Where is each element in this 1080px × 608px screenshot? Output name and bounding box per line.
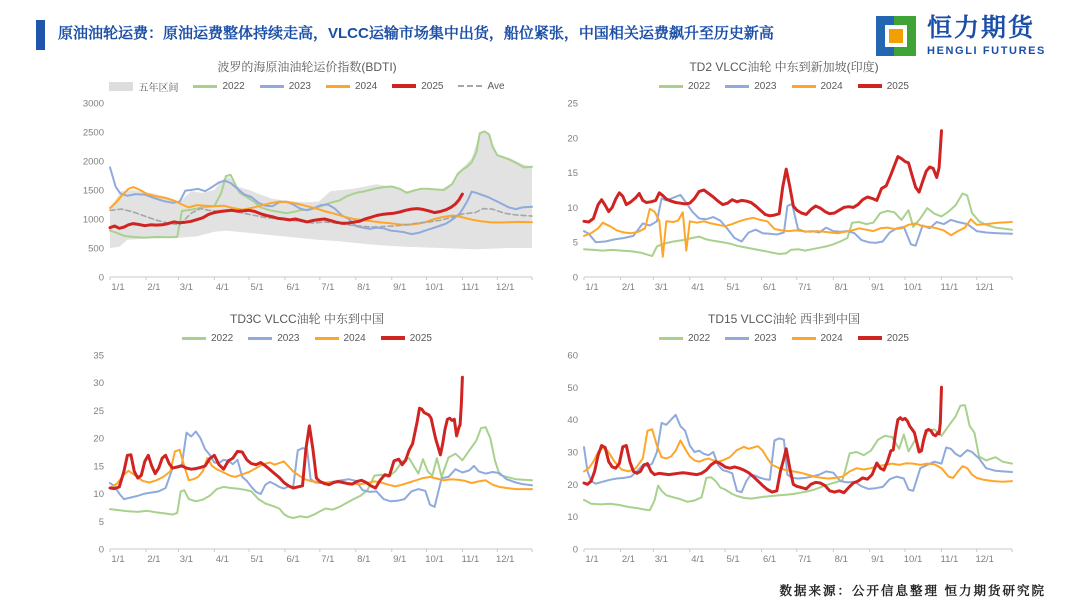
x-axis-label: 7/1 [798,282,812,293]
chart-legend-td2 [546,78,1022,94]
legend-item-2025 [858,81,909,92]
series-line-2025 [584,131,942,222]
legend-swatch [248,337,272,340]
series-line-2022 [584,405,1012,510]
legend-item-2024 [326,81,377,92]
x-axis-label: 11/1 [461,282,480,293]
legend-item-2025 [381,333,432,344]
legend-label: 2022 [211,332,234,344]
x-axis-label: 10/1 [425,282,444,293]
legend-swatch [182,337,206,340]
x-axis-label: 3/1 [179,554,194,565]
x-axis-label: 4/1 [691,282,705,293]
legend-swatch [659,337,683,340]
x-axis-label: 8/1 [357,282,371,293]
y-axis-label: 40 [567,415,578,427]
x-axis-label: 5/1 [726,282,740,293]
chart-title-bdti: 波罗的海原油油轮运价指数(BDTI) [217,60,397,74]
legend-label: 2022 [688,80,711,92]
legend-item-2022 [193,81,244,92]
x-axis-label: 12/1 [975,554,994,565]
x-axis-label: 5/1 [726,554,740,565]
series-line-2025 [584,387,942,492]
y-axis-label: 15 [93,461,104,473]
five-year-range-band [110,131,532,249]
y-axis-label: 15 [567,168,578,180]
chart-title-td15: TD15 VLCC油轮 西非到中国 [707,312,861,326]
x-axis-label: 5/1 [250,282,264,293]
x-axis-label: 2/1 [621,282,636,293]
x-axis-label: 11/1 [940,282,959,293]
x-axis-label: 10/1 [903,554,923,565]
y-axis-label: 2000 [82,156,104,168]
y-axis-label: 0 [98,544,104,556]
legend-label: 2025 [886,332,909,344]
legend-swatch [792,337,816,340]
y-axis-label: 10 [567,512,578,524]
x-axis-label: 2/1 [147,554,161,565]
chart-td3c [72,310,542,574]
x-axis-label: 3/1 [654,282,668,293]
x-axis-label: 9/1 [393,282,407,293]
legend-swatch [725,85,749,88]
x-axis-label: 8/1 [357,554,371,565]
legend-label: 2023 [754,332,777,344]
x-axis-label: 11/1 [940,554,959,565]
legend-item-2023 [260,81,311,92]
x-axis-label: 1/1 [585,282,599,293]
y-axis-label: 1500 [82,185,104,197]
chart-legend-bdti [72,78,542,94]
legend-item-2022 [659,333,710,344]
y-axis-label: 0 [572,544,578,556]
y-axis-label: 5 [98,516,104,528]
hengli-logo [874,14,1046,58]
chart-title-td2: TD2 VLCC油轮 中东到新加坡(印度) [689,60,879,74]
legend-item-2022 [182,333,233,344]
legend-swatch [315,337,339,340]
y-axis-label: 20 [567,133,578,145]
x-axis-label: 10/1 [425,554,444,565]
x-axis-label: 9/1 [393,554,407,565]
x-axis-label: 4/1 [691,554,705,565]
legend-item-2022 [659,81,710,92]
y-axis-label: 25 [93,405,104,417]
x-axis-label: 9/1 [871,554,885,565]
y-axis-label: 0 [98,272,104,284]
legend-label: 2024 [820,332,843,344]
x-axis-label: 6/1 [286,282,300,293]
legend-label: 2023 [288,80,311,92]
legend-label: 2024 [820,80,843,92]
legend-item-2024 [315,333,366,344]
x-axis-label: 6/1 [762,554,777,565]
legend-item-2025 [858,333,909,344]
legend-swatch [792,85,816,88]
legend-swatch [725,337,749,340]
legend-label: 2022 [688,332,711,344]
x-axis-label: 8/1 [834,554,848,565]
y-axis-label: 10 [93,489,104,501]
legend-label: 五年区间 [138,82,179,94]
legend-item-Ave [458,81,504,92]
x-axis-label: 1/1 [585,554,599,565]
y-axis-label: 25 [567,98,578,110]
x-axis-label: 7/1 [321,282,335,293]
line-chart-svg [72,347,542,569]
legend-item-2025 [392,81,443,92]
y-axis-label: 1000 [82,214,104,226]
legend-swatch [392,84,416,88]
legend-label: 2023 [754,80,777,92]
legend-item-2023 [248,333,299,344]
y-axis-label: 5 [572,237,578,249]
series-line-2022 [110,427,532,518]
legend-label: 2024 [354,80,378,92]
legend-label: 2023 [277,332,300,344]
y-axis-label: 2500 [82,127,104,139]
y-axis-label: 50 [567,382,578,394]
y-axis-label: 60 [567,350,578,362]
x-axis-label: 12/1 [495,282,515,293]
y-axis-label: 30 [567,447,578,459]
legend-swatch [381,336,405,340]
x-axis-label: 5/1 [250,554,264,565]
chart-plot-bdti [72,95,542,302]
legend-label: 2025 [421,80,444,92]
logo-name-en: HENGLI FUTURES [927,44,1046,57]
x-axis-label: 6/1 [286,554,300,565]
legend-swatch [858,336,882,340]
page-title: 原油油轮运费：原油运费整体持续走高，VLCC运输市场集中出货，船位紧张，中国相关运费飙升至历史新高 [58,25,774,42]
legend-swatch [109,82,133,91]
legend-swatch [193,85,217,88]
legend-label: 2025 [409,332,432,344]
x-axis-label: 12/1 [495,554,515,565]
chart-bdti [72,58,542,302]
data-source-note: 数据来源：公开信息整理 恒力期货研究院 [779,584,1046,598]
series-line-2024 [584,429,1012,481]
series-line-2025 [110,377,462,488]
x-axis-label: 12/1 [975,282,994,293]
legend-label: 2025 [886,80,909,92]
legend-item-2024 [792,333,843,344]
legend-label: Ave [487,80,505,92]
chart-td15 [546,310,1022,574]
legend-swatch [260,85,284,88]
x-axis-label: 3/1 [179,282,194,293]
chart-plot-td2 [546,95,1022,302]
x-axis-label: 2/1 [147,282,161,293]
y-axis-label: 500 [88,243,104,255]
line-chart-svg [546,347,1022,569]
chart-plot-td15 [546,347,1022,574]
legend-item-2023 [725,333,776,344]
x-axis-label: 10/1 [903,282,923,293]
x-axis-label: 1/1 [111,554,125,565]
x-axis-label: 6/1 [762,282,777,293]
x-axis-label: 8/1 [834,282,848,293]
y-axis-label: 10 [567,202,578,214]
line-chart-svg [72,95,542,297]
y-axis-label: 20 [93,433,104,445]
header-accent-bar [36,20,45,50]
chart-legend-td3c [72,330,542,346]
x-axis-label: 4/1 [215,554,229,565]
chart-title-td3c: TD3C VLCC油轮 中东到中国 [229,312,384,326]
chart-td2 [546,58,1022,302]
line-chart-svg [546,95,1022,297]
x-axis-label: 3/1 [654,554,668,565]
legend-label: 2022 [222,80,245,92]
y-axis-label: 35 [93,350,104,362]
x-axis-label: 2/1 [621,554,636,565]
x-axis-label: 7/1 [321,554,335,565]
legend-item-2023 [725,81,776,92]
legend-swatch [458,85,482,87]
chart-plot-td3c [72,347,542,574]
legend-item-2024 [792,81,843,92]
chart-legend-td15 [546,330,1022,346]
legend-swatch [659,85,683,88]
y-axis-label: 20 [567,479,578,491]
page-header [36,20,880,50]
y-axis-label: 0 [572,272,578,284]
x-axis-label: 7/1 [798,554,812,565]
hengli-logo-icon [874,14,918,58]
legend-item-五年区间 [109,79,178,94]
y-axis-label: 30 [93,378,104,390]
legend-swatch [326,85,350,88]
x-axis-label: 9/1 [871,282,885,293]
logo-name-cn: 恒力期货 [927,14,1036,43]
legend-label: 2024 [343,332,366,344]
legend-swatch [858,84,882,88]
x-axis-label: 4/1 [215,282,229,293]
x-axis-label: 1/1 [111,282,125,293]
x-axis-label: 11/1 [461,554,480,565]
y-axis-label: 3000 [82,98,104,110]
